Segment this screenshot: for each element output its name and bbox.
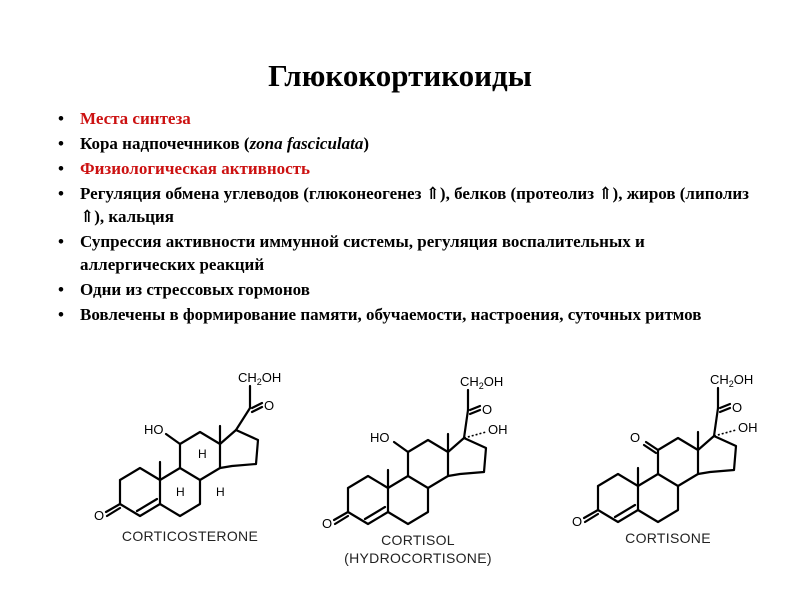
c11-oxygen-label: O <box>630 430 641 445</box>
molecule-name: CORTICOSTERONE <box>121 528 259 544</box>
hydrogen-label: H <box>216 485 225 499</box>
bullet-text: Регуляция обмена углеводов (глюконеогенез <box>80 184 426 203</box>
ch2oh-label: $CH_2OH$ <box>460 374 504 391</box>
bullet-memory-rhythms: • Вовлечены в формирование памяти, обучаемости, настроения, суточных ритмов <box>58 303 758 326</box>
bullet-metabolism-regulation <box>58 182 758 228</box>
cortisol-structure <box>318 370 518 540</box>
molecule-name: CORTISOL <box>381 532 455 548</box>
hydroxyl-label: HO <box>144 422 164 437</box>
hydroxyl-label: OH <box>488 422 508 437</box>
bullet-list <box>58 107 758 328</box>
ketone-oxygen-label: O <box>572 514 583 529</box>
bullet-italic-term: zona fasciculata <box>249 134 364 153</box>
ch2oh-label: $CH_2OH$ <box>710 372 754 389</box>
up-arrow-icon: ⇑ <box>598 184 613 203</box>
slide-title: Глюкокортикоиды <box>268 58 532 93</box>
up-arrow-icon: ⇑ <box>80 207 95 226</box>
hydroxyl-label: OH <box>738 420 758 435</box>
molecule-subname: (HYDROCORTISONE) <box>344 550 492 566</box>
bullet-text: ), белков (протеолиз <box>439 184 599 203</box>
hydroxyl-label: HO <box>370 430 390 445</box>
bullet-immune-suppression: • Супрессия активности иммунной системы, регуляция воспалительных и аллергических реакций <box>58 230 758 276</box>
molecule-name: CORTISONE <box>625 530 711 546</box>
corticosterone-structure <box>90 360 290 530</box>
bullet-text: ) <box>363 134 370 153</box>
hydrogen-label: H <box>176 485 185 499</box>
ketone-oxygen-label: O <box>94 508 105 523</box>
bullet-text: ), жиров (липолиз <box>612 184 750 203</box>
carbonyl-oxygen-label: O <box>264 398 275 413</box>
bullet-adrenal-cortex <box>58 132 758 155</box>
cortisone-structure <box>568 368 768 538</box>
bullet-text: ), кальция <box>94 207 174 226</box>
bullet-text: Кора надпочечников ( <box>80 134 250 153</box>
up-arrow-icon: ⇑ <box>425 184 440 203</box>
bullet-stress-hormones: • Одни из стрессовых гормонов <box>58 278 758 301</box>
bullet-physiological-activity: • Физиологическая активность <box>58 157 758 180</box>
hydrogen-label: H <box>198 447 207 461</box>
carbonyl-oxygen-label: O <box>732 400 743 415</box>
carbonyl-oxygen-label: O <box>482 402 493 417</box>
ketone-oxygen-label: O <box>322 516 333 531</box>
ch2oh-label: $CH_2OH$ <box>238 370 282 387</box>
bullet-synthesis-sites: • Места синтеза <box>58 107 758 130</box>
